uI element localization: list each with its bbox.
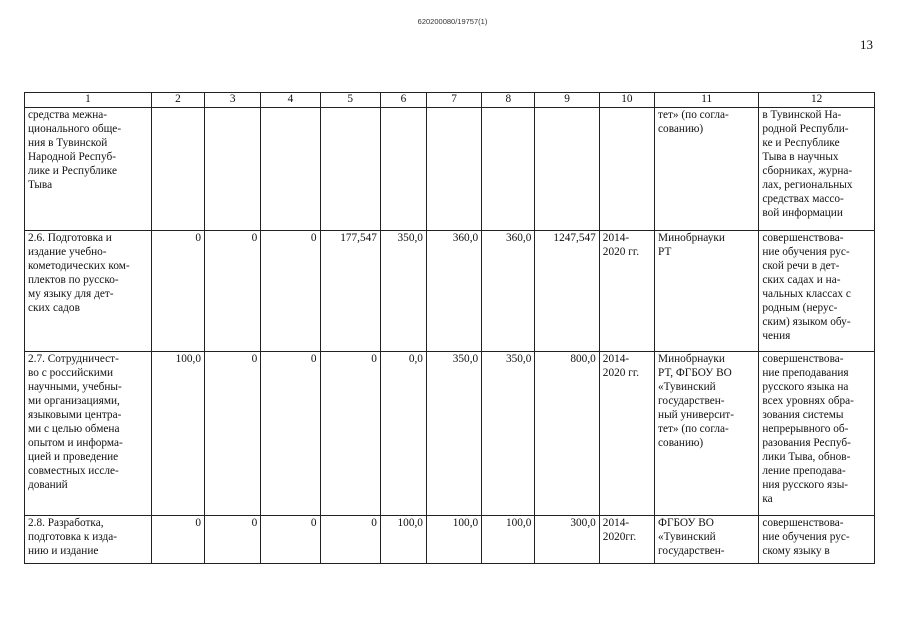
activity-cell-line: плектов по русско-: [28, 274, 119, 286]
funding-cell: 300,0: [535, 516, 599, 564]
executor-cell-line: РТ: [658, 246, 672, 258]
activity-cell-line: лике и Республике: [28, 165, 117, 177]
result-cell-line: лики Тыва, обнов-: [762, 451, 851, 463]
funding-cell: 0: [205, 516, 261, 564]
funding-cell: [261, 108, 320, 231]
period-cell: [599, 352, 654, 516]
funding-cell: 100,0: [426, 516, 481, 564]
column-number-row: [25, 93, 875, 108]
executor-cell-line: государствен-: [658, 395, 725, 407]
activity-cell: [25, 352, 152, 516]
funding-cell: 0: [320, 352, 380, 516]
document-code: 620200080/19757(1): [417, 17, 488, 26]
activity-cell-line: ния в Тувинской: [28, 137, 108, 149]
funding-cell: [320, 108, 380, 231]
funding-cell: [380, 108, 426, 231]
period-cell-line: 2014-: [602, 517, 630, 529]
period-cell: [599, 231, 654, 352]
period-cell-line: 2020 гг.: [602, 246, 640, 258]
executor-cell-line: тет» (по согла-: [658, 109, 729, 121]
executor-cell-line: Минобрнауки: [658, 353, 725, 365]
activity-cell-line: му языку для дет-: [28, 288, 114, 300]
executor-cell: [655, 352, 759, 516]
activity-cell-line: совместных иссле-: [28, 465, 119, 477]
result-cell-line: средствах массо-: [762, 193, 844, 205]
funding-cell: 100,0: [482, 516, 535, 564]
funding-cell: [151, 108, 204, 231]
period-cell-line: 2020гг.: [602, 531, 637, 543]
period-cell: [599, 108, 654, 231]
executor-cell-line: ный университ-: [658, 409, 734, 421]
result-cell-line: ние обучения рус-: [762, 531, 850, 543]
result-cell-line: совершенствова-: [762, 232, 844, 244]
activity-cell: [25, 231, 152, 352]
activity-cell-line: 2.7. Сотрудничест-: [28, 353, 119, 365]
period-cell-line: 2020 гг.: [602, 367, 640, 379]
funding-cell: 0: [205, 231, 261, 352]
result-cell-line: всех уровнях обра-: [762, 395, 854, 407]
executor-cell-line: «Тувинский: [658, 531, 716, 543]
funding-cell: 0: [205, 352, 261, 516]
executor-cell: [655, 231, 759, 352]
table-row: [25, 352, 875, 516]
result-cell-line: ние обучения рус-: [762, 246, 850, 258]
column-number: 9: [535, 93, 599, 108]
executor-cell-line: государствен-: [658, 545, 725, 557]
result-cell-line: родным (нерус-: [762, 302, 838, 314]
result-cell-line: ния русского язы-: [762, 479, 849, 491]
column-number: 3: [205, 93, 261, 108]
activity-cell: [25, 108, 152, 231]
result-cell-line: в Тувинской На-: [762, 109, 842, 121]
result-cell-line: ние преподавания: [762, 367, 849, 379]
activity-cell-line: языковыми центра-: [28, 409, 122, 421]
activity-cell-line: во с российскими: [28, 367, 114, 379]
result-cell-line: чения: [762, 330, 791, 342]
result-cell-line: ским) языком обу-: [762, 316, 851, 328]
executor-cell-line: ФГБОУ ВО: [658, 517, 714, 529]
funding-cell: 0: [261, 231, 320, 352]
activity-cell-line: научными, учебны-: [28, 381, 122, 393]
result-cell-line: чальных классах с: [762, 288, 851, 300]
result-cell-line: совершенствова-: [762, 517, 844, 529]
executor-cell-line: тет» (по согла-: [658, 423, 729, 435]
funding-cell: 177,547: [320, 231, 380, 352]
funding-cell: 350,0: [380, 231, 426, 352]
funding-cell: 800,0: [535, 352, 599, 516]
funding-cell: [535, 108, 599, 231]
executor-cell: [655, 108, 759, 231]
column-number: 1: [25, 93, 152, 108]
result-cell: [759, 108, 875, 231]
column-number: 12: [759, 93, 875, 108]
funding-cell: 360,0: [426, 231, 481, 352]
result-cell-line: ской речи в дет-: [762, 260, 840, 272]
result-cell: [759, 231, 875, 352]
executor-cell-line: сованию): [658, 123, 704, 135]
funding-cell: 350,0: [426, 352, 481, 516]
column-number: 11: [655, 93, 759, 108]
result-cell-line: ление преподава-: [762, 465, 846, 477]
result-cell-line: непрерывного об-: [762, 423, 849, 435]
activity-cell-line: опытом и информа-: [28, 437, 123, 449]
column-number: 10: [599, 93, 654, 108]
activity-cell-line: подготовка к изда-: [28, 531, 118, 543]
result-cell-line: Тыва в научных: [762, 151, 839, 163]
activity-cell-line: Народной Респуб-: [28, 151, 116, 163]
result-cell: [759, 516, 875, 564]
period-cell-line: 2014-: [602, 232, 630, 244]
result-cell-line: вой информации: [762, 207, 843, 219]
column-number: 7: [426, 93, 481, 108]
result-cell-line: ских садах и на-: [762, 274, 841, 286]
executor-cell-line: «Тувинский: [658, 381, 716, 393]
executor-cell-line: сованию): [658, 437, 704, 449]
activity-cell-line: кометодических ком-: [28, 260, 130, 272]
funding-cell: [205, 108, 261, 231]
result-cell-line: сборниках, журна-: [762, 165, 853, 177]
funding-cell: 350,0: [482, 352, 535, 516]
activity-cell-line: нию и издание: [28, 545, 99, 557]
activity-cell-line: дований: [28, 479, 68, 491]
funding-cell: 0: [261, 352, 320, 516]
funding-cell: 0: [151, 516, 204, 564]
activity-cell-line: ционального обще-: [28, 123, 122, 135]
funding-cell: 100,0: [380, 516, 426, 564]
funding-cell: 0: [261, 516, 320, 564]
result-cell-line: русского языка на: [762, 381, 849, 393]
funding-cell: 0: [151, 231, 204, 352]
result-cell-line: ке и Республике: [762, 137, 840, 149]
column-number: 4: [261, 93, 320, 108]
funding-cell: 360,0: [482, 231, 535, 352]
result-cell-line: разования Респуб-: [762, 437, 851, 449]
activity-cell-line: ских садов: [28, 302, 80, 314]
result-cell-line: родной Республи-: [762, 123, 849, 135]
period-cell: [599, 516, 654, 564]
activity-cell-line: издание учебно-: [28, 246, 107, 258]
activity-cell-line: 2.6. Подготовка и: [28, 232, 112, 244]
funding-cell: 1247,547: [535, 231, 599, 352]
table-row: [25, 516, 875, 564]
activity-cell-line: ми с целью обмена: [28, 423, 120, 435]
executor-cell: [655, 516, 759, 564]
column-number: 2: [151, 93, 204, 108]
result-cell-line: скому языку в: [762, 545, 830, 557]
funding-cell: [426, 108, 481, 231]
column-number: 8: [482, 93, 535, 108]
column-number: 6: [380, 93, 426, 108]
activity-cell-line: Тыва: [28, 179, 53, 191]
program-table: [24, 92, 875, 564]
executor-cell-line: РТ, ФГБОУ ВО: [658, 367, 732, 379]
result-cell-line: ка: [762, 493, 773, 505]
table-row: [25, 108, 875, 231]
activity-cell: [25, 516, 152, 564]
funding-cell: 100,0: [151, 352, 204, 516]
funding-cell: [482, 108, 535, 231]
activity-cell-line: ми организациями,: [28, 395, 120, 407]
funding-cell: 0: [320, 516, 380, 564]
result-cell-line: зования системы: [762, 409, 844, 421]
result-cell: [759, 352, 875, 516]
column-number: 5: [320, 93, 380, 108]
activity-cell-line: 2.8. Разработка,: [28, 517, 104, 529]
page-number: 13: [860, 37, 873, 52]
result-cell-line: совершенствова-: [762, 353, 844, 365]
table-row: [25, 231, 875, 352]
period-cell-line: 2014-: [602, 353, 630, 365]
funding-cell: 0,0: [380, 352, 426, 516]
result-cell-line: лах, региональных: [762, 179, 853, 191]
executor-cell-line: Минобрнауки: [658, 232, 725, 244]
activity-cell-line: средства межна-: [28, 109, 108, 121]
activity-cell-line: цией и проведение: [28, 451, 119, 463]
